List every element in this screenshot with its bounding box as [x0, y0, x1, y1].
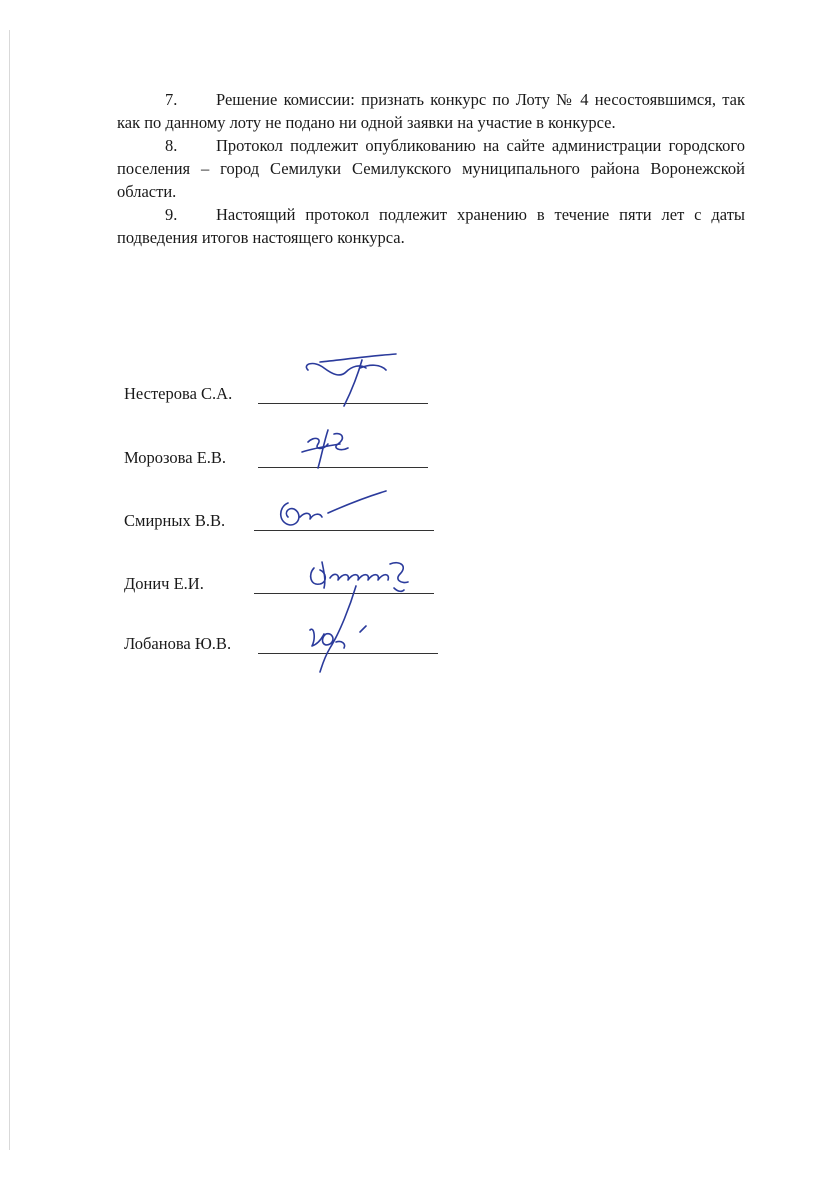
paragraph-9 [117, 203, 745, 249]
signatory-row [124, 491, 444, 531]
handwritten-signature-icon [300, 586, 376, 678]
signatory-name: Лобанова Ю.В. [124, 634, 232, 653]
signatory-row [124, 428, 444, 468]
paragraph-number: 7. [165, 90, 178, 109]
paragraph-number: 9. [165, 205, 178, 224]
signatory-name: Донич Е.И. [124, 574, 204, 593]
signatory-name: Нестерова С.А. [124, 384, 233, 403]
paragraph-rest: городского поселения – город Семилуки Семилукского муниципального района Воронежской области. [117, 136, 745, 201]
paragraph-number: 8. [165, 136, 178, 155]
scan-edge-line [9, 30, 10, 1150]
protocol-body [117, 88, 745, 249]
paragraph-line1: Настоящий протокол подлежит хранению в течение пяти лет с даты [216, 205, 745, 224]
paragraph-7 [117, 88, 745, 134]
paragraph-rest: так как по данному лоту не подано ни одной заявки на участие в конкурсе. [117, 90, 746, 132]
signatory-row [124, 614, 444, 654]
signatory-name: Морозова Е.В. [124, 448, 227, 467]
handwritten-signature-icon [300, 354, 410, 414]
paragraph-rest: подведения итогов настоящего конкурса. [117, 228, 405, 247]
handwritten-signature-icon [270, 491, 390, 535]
paragraph-8 [117, 134, 745, 203]
signatory-name: Смирных В.В. [124, 511, 226, 530]
handwritten-signature-icon [294, 426, 364, 472]
paragraph-line1: Решение комиссии: признать конкурс по Лоту № 4 несостоявшимся, [216, 90, 716, 109]
paragraph-line1: Протокол подлежит опубликованию на сайте администрации [216, 136, 662, 155]
signatory-row [124, 364, 444, 404]
signatory-row [124, 554, 444, 594]
